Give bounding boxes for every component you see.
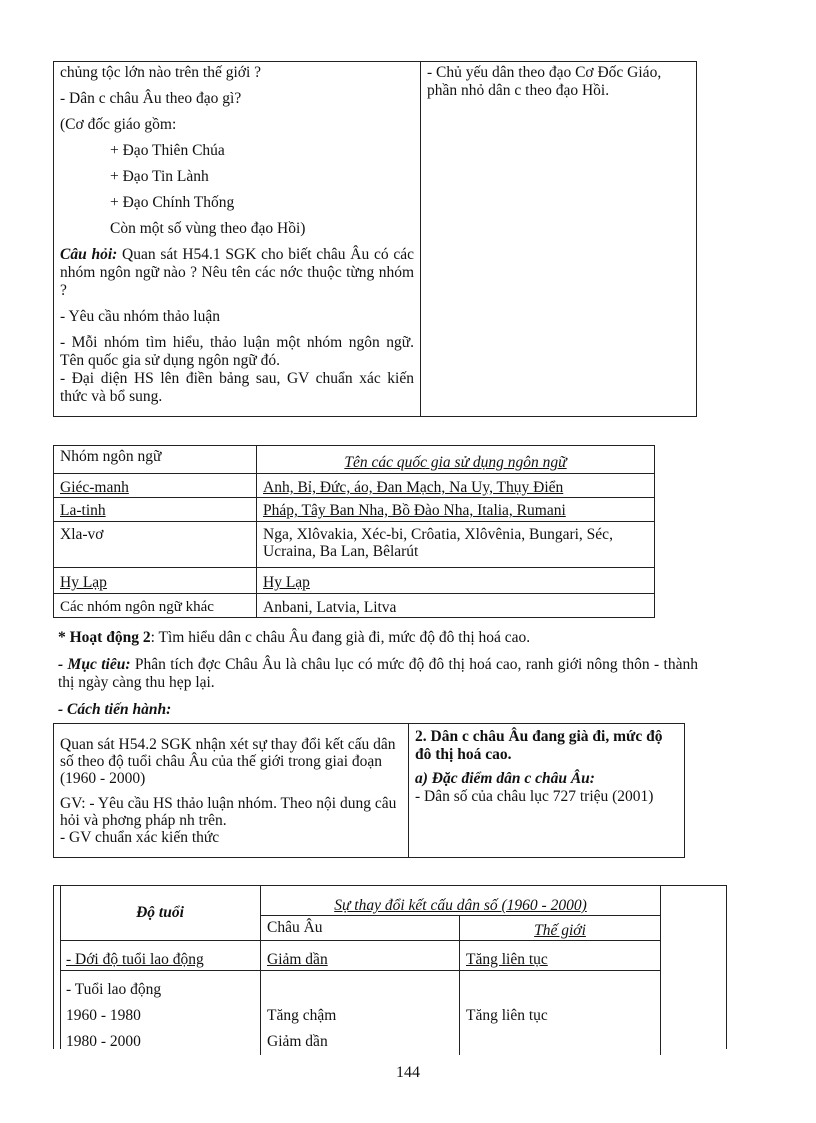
t1-line9: - Yêu cầu nhóm thảo luận xyxy=(60,308,220,325)
t4-row2-age-a: - Tuổi lao động xyxy=(66,981,162,998)
t2-row1-group-text: Giéc-manh xyxy=(60,479,129,496)
procedure-label: - Cách tiến hành: xyxy=(58,701,172,718)
t4-row2-europe xyxy=(261,971,460,1056)
t1-line3: (Cơ đốc giáo gồm: xyxy=(60,116,177,133)
t4-row2-age-b: 1960 - 1980 xyxy=(66,1007,141,1024)
t2-row4-group-text: Hy Lạp xyxy=(60,574,107,591)
t4-europe-header-text: Châu Âu xyxy=(267,919,323,936)
t4-row1-age-text: - Dới độ tuổi lao động xyxy=(66,951,204,968)
t4-row1-age xyxy=(60,941,261,971)
t4-row2-age xyxy=(60,971,261,1056)
t4-age-header-text: Độ tuổi xyxy=(136,903,184,921)
activity2-line xyxy=(58,629,758,647)
t4-row2-age-c: 1980 - 2000 xyxy=(66,1033,141,1050)
age-table xyxy=(60,885,661,1055)
t4-world-header-text: Thế giới xyxy=(534,922,586,939)
t3-left-p3: - GV chuẩn xác kiến thức xyxy=(60,829,220,846)
t2-header-left xyxy=(54,446,257,474)
activity-table xyxy=(53,723,685,858)
t4-world-header xyxy=(460,916,661,941)
t2-row3-group xyxy=(54,522,257,568)
t2-row5-group xyxy=(54,594,257,618)
t1-question xyxy=(60,246,414,300)
question-label: Câu hỏi: xyxy=(60,246,118,263)
t2-row1-countries-text: Anh, Bỉ, Đức, áo, Đan Mạch, Na Uy, Thụy Điển xyxy=(263,479,564,496)
t3-right-text: - Dân số của châu lục 727 triệu (2001) xyxy=(415,788,654,805)
t1-line7: Còn một số vùng theo đạo Hồi) xyxy=(110,220,306,237)
activity2-text: : Tìm hiểu dân c châu Âu đang già đi, mức độ đô thị hoá cao. xyxy=(150,629,531,646)
t1-right-text: - Chủ yếu dân theo đạo Cơ Đốc Giáo, phần nhỏ dân c theo đạo Hồi. xyxy=(427,64,662,99)
t4-europe-header xyxy=(261,916,460,941)
t3-right-heading: 2. Dân c châu Âu đang già đi, mức độ đô thị hoá cao. xyxy=(415,728,663,763)
t2-row4-group xyxy=(54,568,257,594)
t4-row2-world-text: Tăng liên tục xyxy=(466,1007,548,1024)
t1-line10: - Mỗi nhóm tìm hiểu, thảo luận một nhóm ngôn ngữ. Tên quốc gia sử dụng ngôn ngữ đó. xyxy=(60,334,414,369)
t3-right-cell xyxy=(409,724,685,858)
objective-text: Phân tích đợc Châu Âu là châu lục có mức độ đô thị hoá cao, ranh giới nông thôn - thành thị ngày càng thu hẹp lại. xyxy=(58,656,698,691)
t1-line6: + Đạo Chính Thống xyxy=(110,194,235,211)
t2-row2-countries-text: Pháp, Tây Ban Nha, Bồ Đào Nha, Italia, Rumani xyxy=(263,502,566,519)
t4-change-header xyxy=(261,885,661,916)
t2-row4-countries-text: Hy Lạp xyxy=(263,574,310,591)
language-table xyxy=(53,445,655,618)
t3-left-p1: Quan sát H54.2 SGK nhận xét sự thay đổi kết cấu dân số theo độ tuổi châu Âu của thế giới trong giai đoạn (1960 - 2000) xyxy=(60,736,396,787)
t2-row1-countries xyxy=(257,474,655,498)
question-text: Quan sát H54.1 SGK cho biết châu Âu có các nhóm ngôn ngữ nào ? Nêu tên các nớc thuộc từng nhóm ? xyxy=(60,246,414,299)
page-number: 144 xyxy=(396,1064,420,1081)
t4-row2-europe-b: Tăng chậm xyxy=(267,1007,337,1024)
t4-row1-world-text: Tăng liên tục xyxy=(466,951,548,968)
t1-line5: + Đạo Tin Lành xyxy=(110,168,209,185)
t2-row2-countries xyxy=(257,498,655,522)
t1-line1: chủng tộc lớn nào trên thế giới ? xyxy=(60,64,262,81)
t4-row1-europe-text: Giảm dần xyxy=(267,951,328,968)
t2-row1-group xyxy=(54,474,257,498)
t2-row5-countries xyxy=(257,594,655,618)
t4-row2-europe-c: Giảm dần xyxy=(267,1033,328,1050)
t3-left-p2: GV: - Yêu cầu HS thảo luận nhóm. Theo nội dung câu hỏi và phơng pháp nh trên. xyxy=(60,795,397,829)
t4-age-header xyxy=(60,885,261,941)
t2-row2-group-text: La-tinh xyxy=(60,502,106,519)
t4-row1-world xyxy=(460,941,661,971)
t1-line11: - Đại diện HS lên điền bảng sau, GV chuẩn xác kiến thức và bổ sung. xyxy=(60,370,414,405)
t2-header-left-text: Nhóm ngôn ngữ xyxy=(60,448,162,465)
religion-table xyxy=(53,61,697,417)
table1-right-cell xyxy=(421,62,697,417)
t2-row3-countries xyxy=(257,522,655,568)
t2-row3-countries-text: Nga, Xlôvakia, Xéc-bi, Crôatia, Xlôvênia, Bungari, Séc, Ucraina, Ba Lan, Bêlarút xyxy=(263,526,613,560)
table1-left-cell xyxy=(54,62,421,417)
t4-row2-world xyxy=(460,971,661,1056)
t2-row3-group-text: Xla-vơ xyxy=(60,526,104,543)
objective-line xyxy=(58,656,698,692)
t2-row5-countries-text: Anbani, Latvia, Litva xyxy=(263,599,397,616)
activity2-label: * Hoạt động 2 xyxy=(58,629,151,646)
t4-change-header-text: Sự thay đổi kết cấu dân số (1960 - 2000) xyxy=(334,897,587,914)
t3-left-cell xyxy=(54,724,409,858)
objective-label: - Mục tiêu: xyxy=(58,656,131,673)
t2-header-right-text: Tên các quốc gia sử dụng ngôn ngữ xyxy=(344,454,567,471)
t2-row2-group xyxy=(54,498,257,522)
t1-line2: - Dân c châu Âu theo đạo gì? xyxy=(60,90,242,107)
t4-row1-europe xyxy=(261,941,460,971)
t2-row5-group-text: Các nhóm ngôn ngữ khác xyxy=(60,599,214,615)
t1-line4: + Đạo Thiên Chúa xyxy=(110,142,225,159)
t3-right-sub: a) Đặc điểm dân c châu Âu: xyxy=(415,770,595,787)
t2-header-right xyxy=(257,446,655,474)
t2-row4-countries xyxy=(257,568,655,594)
